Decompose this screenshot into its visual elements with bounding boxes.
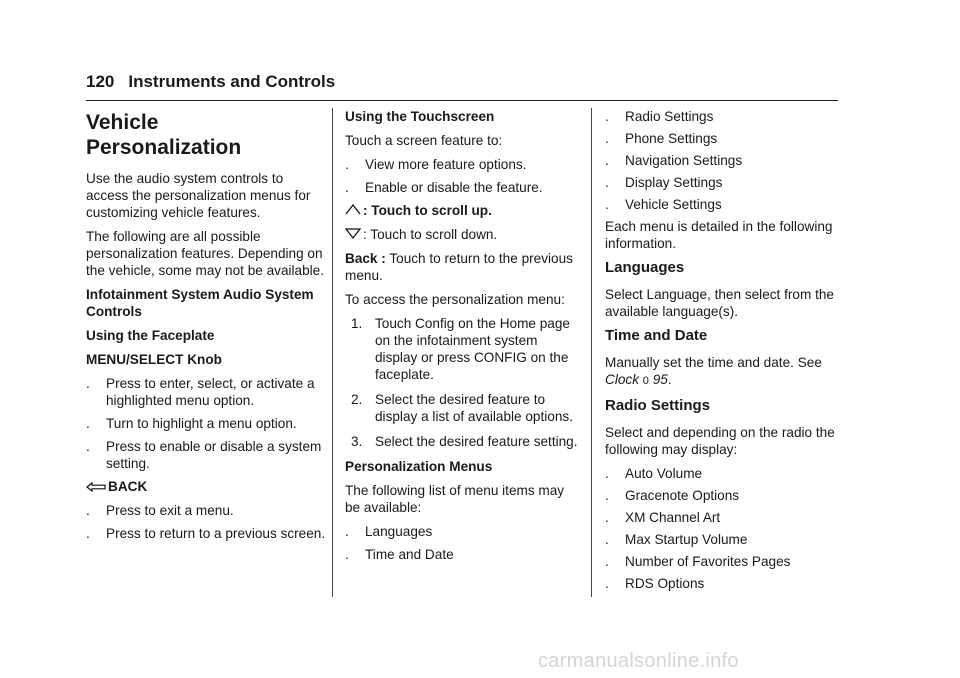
- radio-paragraph: Select and depending on the radio the following may display:: [605, 425, 835, 457]
- header-rule: [86, 100, 838, 101]
- subheading-faceplate: Using the Faceplate: [86, 328, 215, 343]
- back-line: Back : Touch to return to the previous menu.: [345, 251, 573, 283]
- time-paragraph: Manually set the time and date. See Clock 0 95.: [605, 355, 822, 387]
- scroll-down-line: : Touch to scroll down.: [345, 226, 581, 243]
- watermark: carmanualsonline.info: [538, 650, 739, 672]
- list-item: . Turn to highlight a menu option.: [86, 416, 297, 431]
- back-arrow-icon: [86, 482, 106, 492]
- list-item: . Auto Volume: [605, 466, 703, 481]
- section-title: Instruments and Controls: [128, 72, 336, 91]
- heading-time-date: Time and Date: [605, 327, 708, 344]
- clock-reference-link[interactable]: Clock 0 95: [605, 372, 668, 387]
- list-item: . Navigation Settings: [605, 153, 743, 168]
- step-item: 3. Select the desired feature setting.: [351, 434, 578, 449]
- list-item: . Time and Date: [345, 547, 454, 562]
- list-item: . XM Channel Art: [605, 510, 721, 525]
- page-header: [86, 72, 335, 92]
- column-divider-2: [591, 108, 592, 597]
- list-item: . Press to enter, select, or activate a highlighted menu option.: [86, 376, 315, 408]
- subheading-touchscreen: Using the Touchscreen: [345, 109, 495, 124]
- page-title: Vehicle Personalization: [86, 111, 242, 159]
- back-heading: BACK: [86, 478, 326, 495]
- page-ref-arrow-icon: 0: [642, 375, 649, 387]
- page-number: 120: [86, 72, 115, 91]
- list-item: . Press to exit a menu.: [86, 503, 234, 518]
- column-divider-1: [332, 108, 333, 597]
- list-item: . Vehicle Settings: [605, 197, 722, 212]
- list-item: . Display Settings: [605, 175, 723, 190]
- intro-paragraph: Use the audio system controls to access the personalization menus for customizing vehicle features.: [86, 171, 311, 220]
- list-item: . Number of Favorites Pages: [605, 554, 791, 569]
- step-item: 1. Touch Config on the Home page on the infotainment system display or press CONFIG on the faceplate.: [351, 316, 570, 382]
- touch-intro: Touch a screen feature to:: [345, 133, 503, 148]
- list-item: . Radio Settings: [605, 109, 714, 124]
- subheading-audio-controls: Infotainment System Audio System Controls: [86, 287, 314, 319]
- list-item: . Languages: [345, 524, 433, 539]
- list-item: . Press to enable or disable a system setting.: [86, 439, 322, 471]
- detail-paragraph: Each menu is detailed in the following information.: [605, 219, 833, 251]
- list-item: . View more feature options.: [345, 157, 527, 172]
- column-1: [86, 108, 326, 548]
- list-item: . RDS Options: [605, 576, 705, 591]
- heading-languages: Languages: [605, 259, 685, 276]
- subheading-personalization-menus: Personalization Menus: [345, 459, 493, 474]
- menus-intro: The following list of menu items may be available:: [345, 483, 565, 515]
- access-intro: To access the personalization menu:: [345, 292, 565, 307]
- step-item: 2. Select the desired feature to display a list of available options.: [351, 392, 573, 424]
- languages-paragraph: Select Language, then select from the available language(s).: [605, 287, 834, 319]
- subheading-menu-knob: MENU/SELECT Knob: [86, 352, 222, 367]
- list-item: . Phone Settings: [605, 131, 718, 146]
- column-2: [345, 108, 581, 569]
- list-item: . Press to return to a previous screen.: [86, 526, 326, 541]
- list-item: . Enable or disable the feature.: [345, 180, 543, 195]
- column-3: [605, 108, 841, 597]
- scroll-up-line: : Touch to scroll up.: [345, 202, 581, 219]
- heading-radio-settings: Radio Settings: [605, 397, 711, 414]
- scroll-up-icon: [345, 203, 361, 216]
- list-item: . Gracenote Options: [605, 488, 740, 503]
- availability-paragraph: The following are all possible personalization features. Depending on the vehicle, some may not be available.: [86, 229, 325, 278]
- list-item: . Max Startup Volume: [605, 532, 748, 547]
- scroll-down-icon: [345, 227, 361, 240]
